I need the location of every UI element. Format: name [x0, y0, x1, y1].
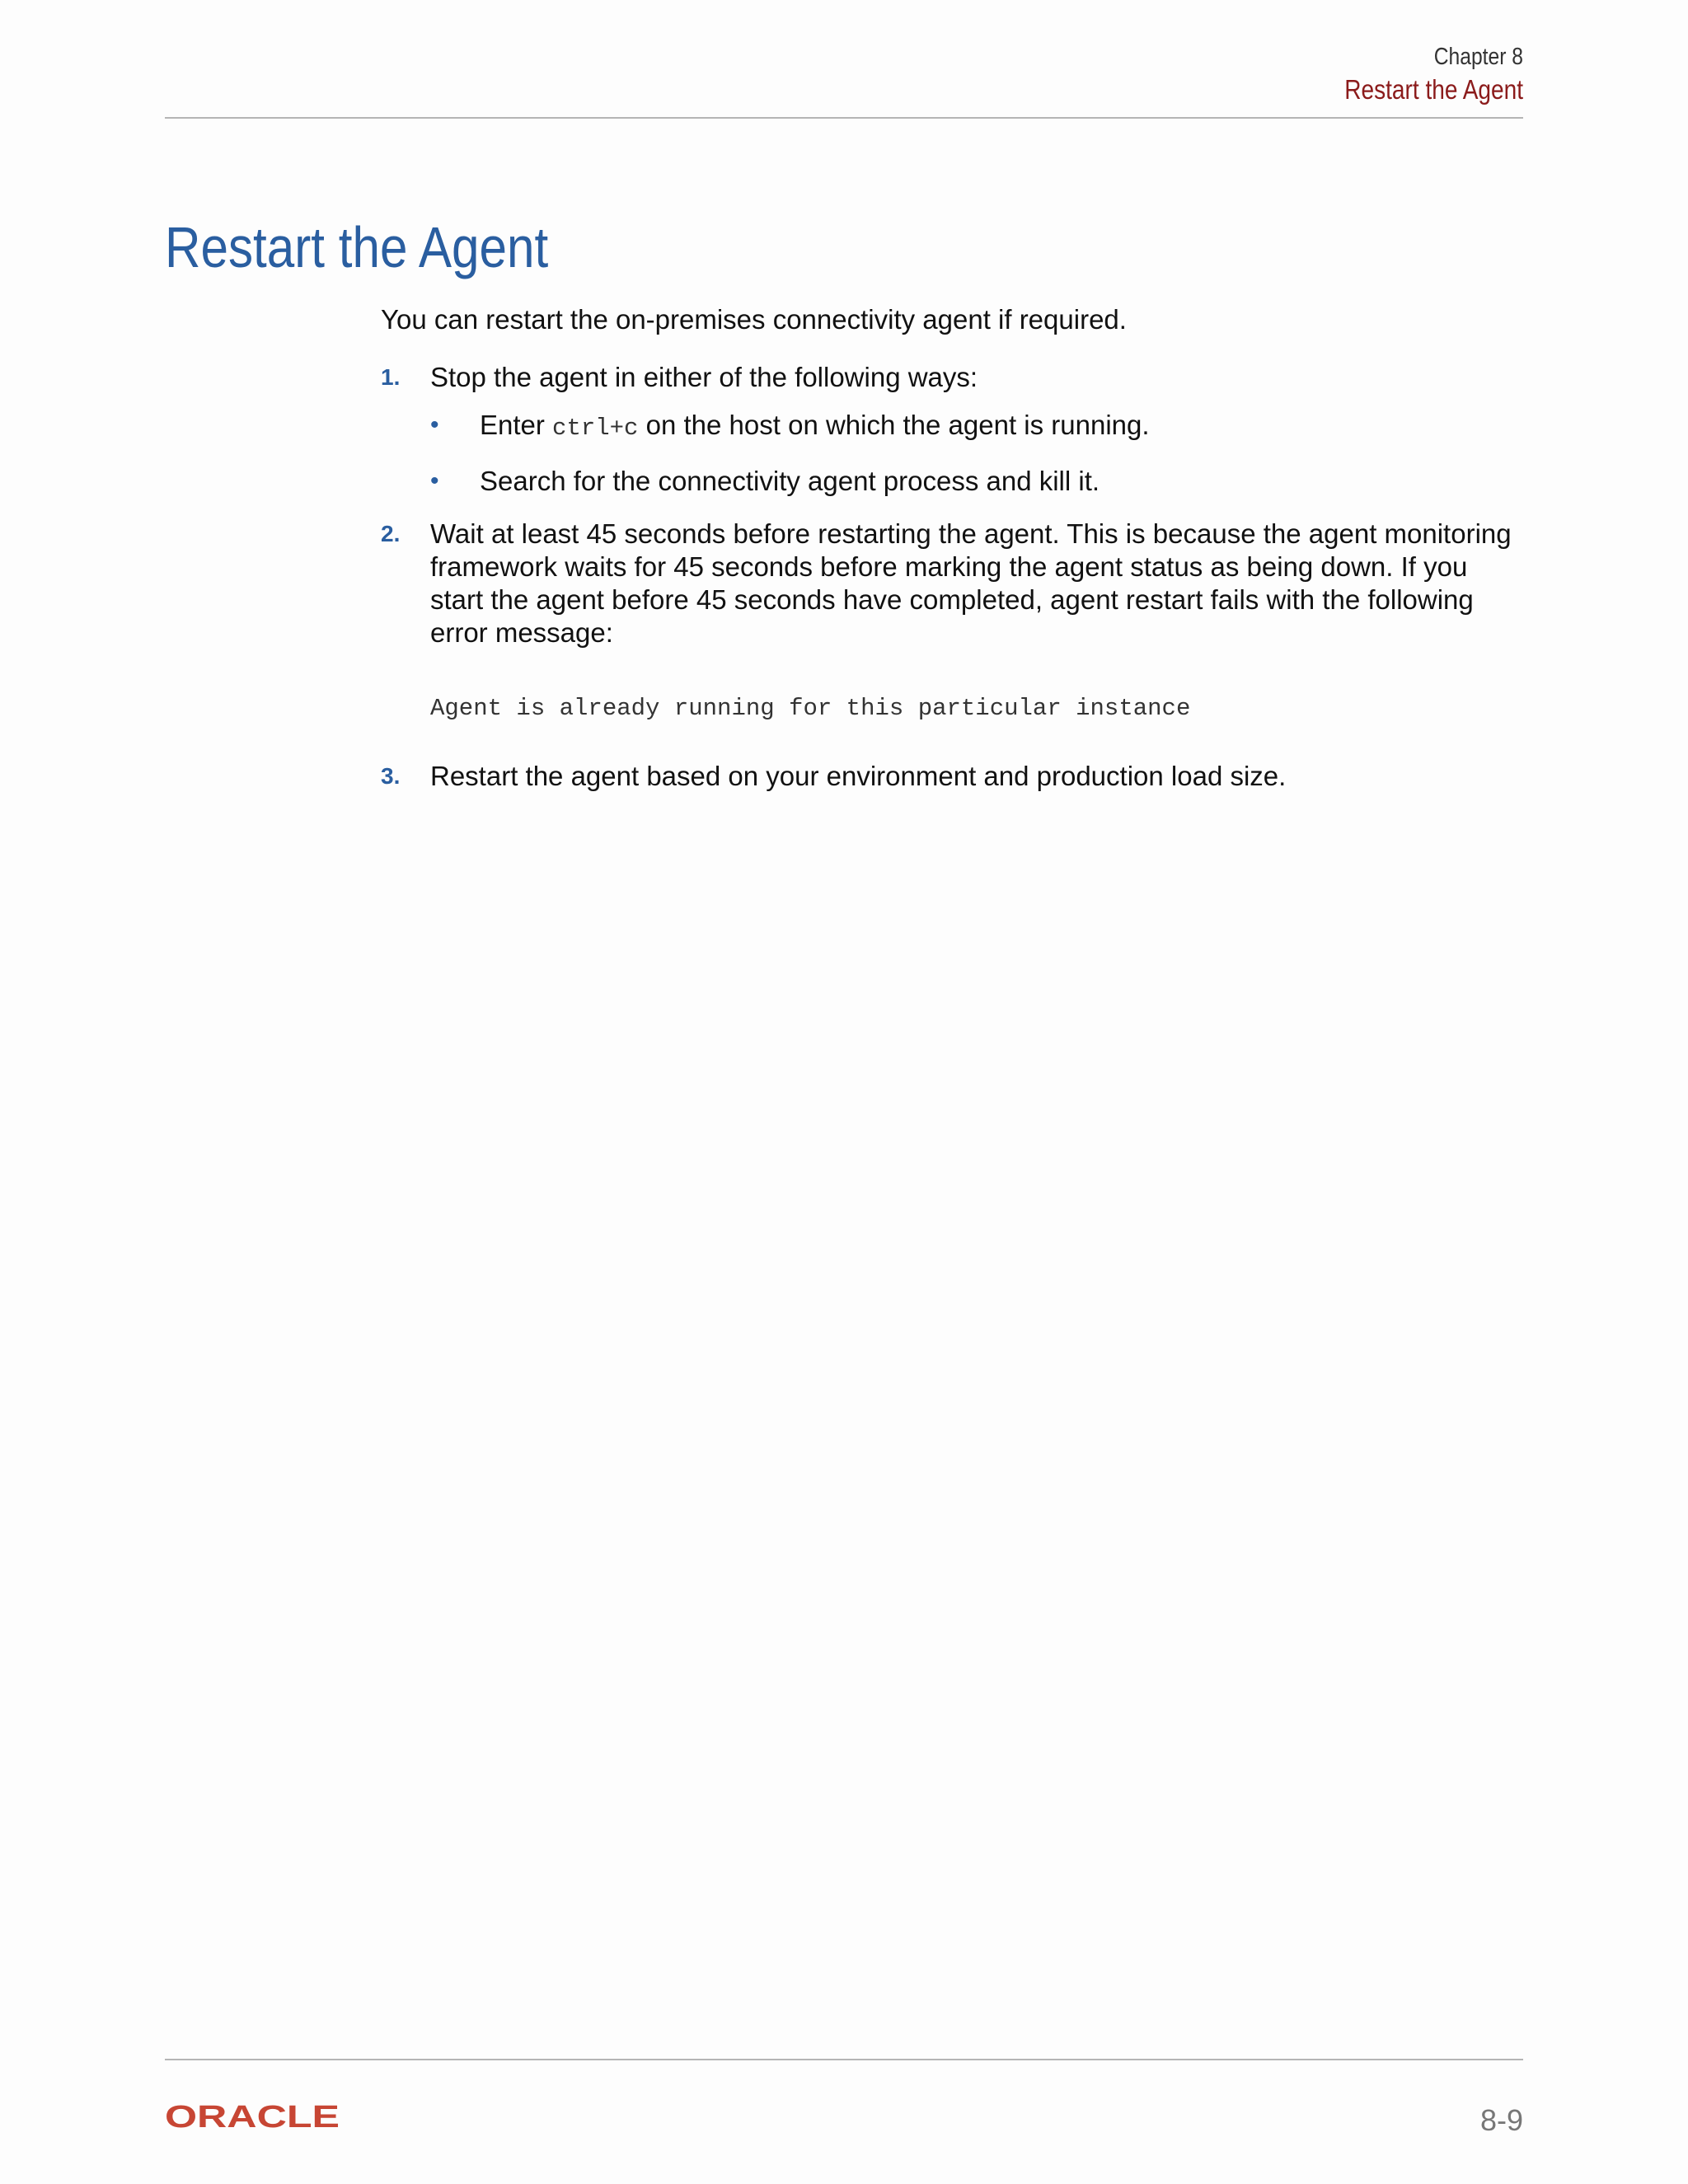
bullet-item [430, 409, 1523, 445]
chapter-label: Chapter 8 [1433, 44, 1523, 70]
bullet-list [430, 409, 1523, 498]
step-text: Wait at least 45 seconds before restarting the agent. This is because the agent monitoring framework waits for 45 seconds before marking the agent status as being down. If you start the agent before 45 seconds have completed, agent restart fails with the following error message: [430, 518, 1512, 648]
bullet-text: Search for the connectivity agent process and kill it. [480, 466, 1100, 496]
step-text: Restart the agent based on your environment and production load size. [430, 761, 1287, 791]
step-number: 2. [381, 521, 401, 546]
step-2 [381, 518, 1523, 725]
oracle-logo [165, 2100, 348, 2133]
oracle-logo-text: ORACLE [165, 2100, 340, 2133]
footer-divider [165, 2059, 1523, 2060]
inline-code: ctrl+c [552, 415, 639, 442]
step-1 [381, 361, 1523, 498]
step-text: Stop the agent in either of the following ways: [430, 362, 978, 392]
section-label: Restart the Agent [1344, 74, 1523, 105]
running-header [1313, 41, 1523, 107]
bullet-item [430, 465, 1523, 498]
bullet-text-before: Enter [480, 410, 553, 440]
page-number: 8-9 [1479, 2103, 1523, 2137]
content-body [381, 303, 1523, 809]
header-divider [165, 117, 1523, 119]
bullet-icon: • [430, 411, 439, 438]
bullet-text-after: on the host on which the agent is running. [638, 410, 1150, 440]
step-number: 3. [381, 763, 401, 789]
page-title: Restart the Agent [165, 215, 549, 279]
error-message-code: Agent is already running for this particular instance [430, 695, 1191, 722]
intro-paragraph: You can restart the on-premises connectivity agent if required. [381, 304, 1127, 335]
step-3 [381, 760, 1523, 793]
step-number: 1. [381, 364, 401, 390]
bullet-icon: • [430, 467, 439, 494]
